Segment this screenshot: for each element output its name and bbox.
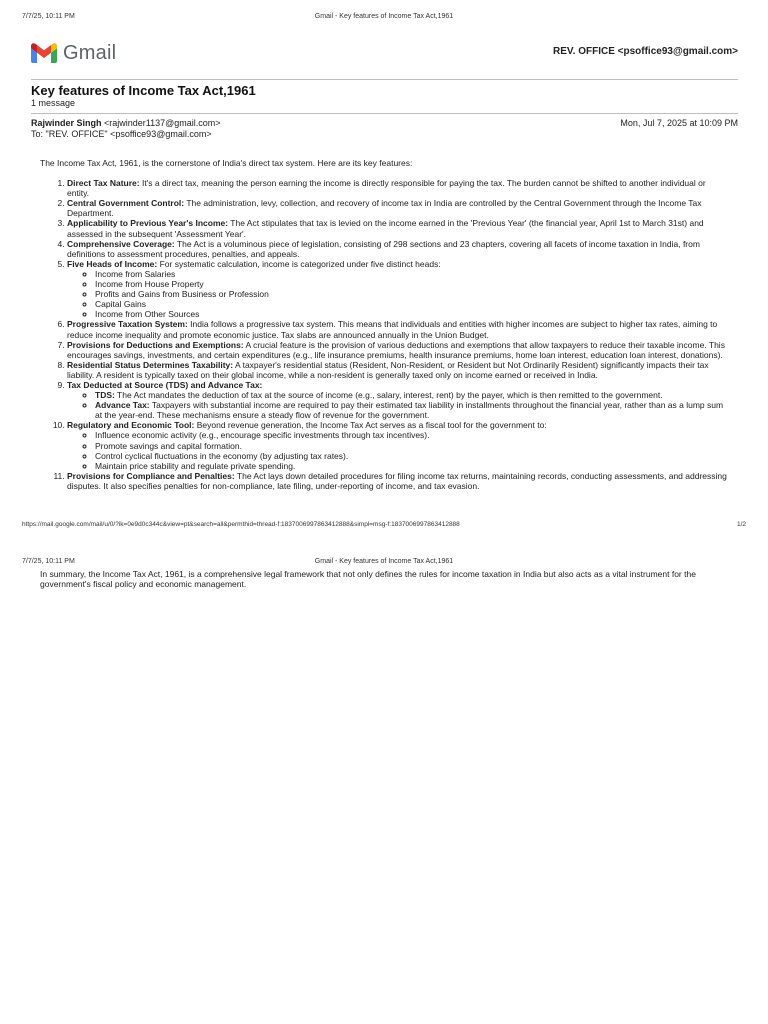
feature-text: For systematic calculation, income is categorized under five distinct heads: — [157, 258, 441, 269]
sub-item — [95, 441, 728, 451]
sub-item-text: Capital Gains — [95, 299, 147, 310]
message-count: 1 message — [31, 98, 76, 108]
sub-item — [95, 279, 728, 289]
print-page-number: 1/2 — [736, 521, 746, 528]
feature-sublist — [67, 430, 728, 470]
sub-item-title: Advance Tax: — [95, 400, 150, 411]
feature-item — [67, 198, 728, 218]
sub-item — [95, 299, 728, 309]
feature-text: India follows a progressive tax system. This means that individuals and entities with higher incomes are subject to higher tax rates, aiming to reduce income inequality and promote economic justice. Tax slabs are announced annually in the Union Budget. — [67, 319, 718, 340]
account-label: REV. OFFICE <psoffice93@gmail.com> — [553, 46, 738, 57]
feature-item — [67, 239, 728, 259]
feature-title: Comprehensive Coverage: — [67, 238, 175, 249]
print-page-2 — [0, 552, 768, 1024]
feature-text: It's a direct tax, meaning the person earning the income is directly responsible for paying the tax. The burden cannot be shifted to another individual or entity. — [67, 178, 706, 199]
gmail-logo[interactable] — [31, 40, 116, 66]
sub-item-text: Income from Salaries — [95, 268, 176, 279]
print-title: Gmail - Key features of Income Tax Act,1961 — [314, 13, 454, 20]
sub-item — [95, 400, 728, 420]
feature-title: Applicability to Previous Year's Income: — [67, 218, 229, 229]
print-header — [22, 13, 746, 25]
sent-date: Mon, Jul 7, 2025 at 10:09 PM — [620, 118, 738, 128]
print-footer-url: https://mail.google.com/mail/u/0/?ik=0e9d0c344c&view=pt&search=all&permthid=thread-f:1837006997863412888&simpl=msg-f:1837006997863412888 — [22, 521, 460, 528]
sub-item-text: Income from House Property — [95, 279, 204, 290]
feature-item — [67, 360, 728, 380]
sub-item — [95, 309, 728, 319]
feature-title: Progressive Taxation System: — [67, 319, 188, 330]
sub-item-text: Influence economic activity (e.g., encourage specific investments through tax incentives). — [95, 430, 430, 441]
sender-email[interactable]: <rajwinder1137@gmail.com> — [104, 118, 221, 128]
feature-sublist — [67, 390, 728, 420]
feature-item — [67, 178, 728, 198]
sub-item-title: TDS: — [95, 390, 115, 401]
sub-item-text: Profits and Gains from Business or Profession — [95, 289, 269, 300]
print-date: 7/7/25, 10:11 PM — [22, 558, 75, 565]
feature-title: Regulatory and Economic Tool: — [67, 420, 195, 431]
sub-item-text: Promote savings and capital formation. — [95, 440, 242, 451]
feature-sublist — [67, 269, 728, 319]
features-list — [40, 178, 728, 491]
sub-item — [95, 390, 728, 400]
header-divider — [31, 79, 738, 80]
feature-item — [67, 340, 728, 360]
feature-item — [67, 420, 728, 470]
feature-text: Beyond revenue generation, the Income Tax Act serves as a fiscal tool for the government to: — [194, 420, 547, 431]
feature-title: Central Government Control: — [67, 198, 185, 209]
gmail-wordmark: Gmail — [63, 41, 117, 64]
feature-item — [67, 471, 728, 491]
feature-text: The Act lays down detailed procedures for filing income tax returns, maintaining records, conducting assessments, and addressing disputes. It also specifies penalties for non-compliance, late filing, under-reporting of income, and tax evasion. — [67, 470, 727, 491]
feature-text: A taxpayer's residential status (Resident, Non-Resident, or Resident but Not Ordinarily Resident) significantly impacts their tax liability. A resident is typically taxed on their global income, while a non-resident is generally taxed only on income earned or received in India. — [67, 359, 709, 380]
intro-paragraph: The Income Tax Act, 1961, is the cornerstone of India's direct tax system. Here are its key features: — [40, 158, 413, 168]
print-title: Gmail - Key features of Income Tax Act,1961 — [314, 558, 454, 565]
sender-line — [31, 118, 221, 128]
sub-item-text: The Act mandates the deduction of tax at the source of income (e.g., salary, interest, rent) by the payer, which is then remitted to the government. — [114, 390, 663, 401]
feature-title: Provisions for Deductions and Exemptions: — [67, 339, 244, 350]
sub-item — [95, 289, 728, 299]
recipient-line: To: "REV. OFFICE" <psoffice93@gmail.com> — [31, 129, 212, 139]
feature-title: Direct Tax Nature: — [67, 178, 140, 189]
sub-item-text: Control cyclical fluctuations in the economy (by adjusting tax rates). — [95, 450, 349, 461]
feature-title: Residential Status Determines Taxability: — [67, 359, 234, 370]
sub-item-text: Maintain price stability and regulate private spending. — [95, 460, 296, 471]
feature-item — [67, 218, 728, 238]
sub-item-text: Taxpayers with substantial income are required to pay their estimated tax liability in installments throughout the financial year, rather than as a lump sum at the year-end. These mechanisms ensure a steady flow of revenue for the government. — [95, 400, 724, 421]
feature-item — [67, 380, 728, 420]
gmail-m-icon — [31, 43, 57, 63]
feature-title: Five Heads of Income: — [67, 258, 158, 269]
feature-item — [67, 319, 728, 339]
sub-item — [95, 430, 728, 440]
feature-title: Provisions for Compliance and Penalties: — [67, 470, 235, 481]
feature-text: The administration, levy, collection, and recovery of income tax in India are controlled by the Central Government through the Income Tax Department. — [67, 198, 702, 219]
message-body — [40, 158, 728, 491]
print-date: 7/7/25, 10:11 PM — [22, 13, 75, 20]
sender-name: Rajwinder Singh — [31, 118, 102, 128]
thread-subject: Key features of Income Tax Act,1961 — [31, 83, 256, 98]
feature-title: Tax Deducted at Source (TDS) and Advance Tax: — [67, 379, 263, 390]
feature-item — [67, 259, 728, 320]
sub-item — [95, 461, 728, 471]
sub-item — [95, 269, 728, 279]
sub-item — [95, 451, 728, 461]
subject-divider — [31, 113, 738, 114]
feature-text: A crucial feature is the provision of various deductions and exemptions that allow taxpayers to reduce their taxable income. This encourages savings, investments, and certain expenditures (e.g., life insurance premiums, health insurance premiums, home loan interest, education loan interest, donations). — [67, 339, 725, 360]
sub-item-text: Income from Other Sources — [95, 309, 200, 320]
feature-text: The Act stipulates that tax is levied on the income earned in the 'Previous Year' (the financial year, April 1st to March 31st) and assessed in the subsequent 'Assessment Year'. — [67, 218, 704, 239]
summary-paragraph: In summary, the Income Tax Act, 1961, is a comprehensive legal framework that not only defines the rules for income taxation in India but also acts as a vital instrument for the government's fiscal policy and economic management. — [40, 569, 696, 590]
feature-text: The Act is a voluminous piece of legislation, consisting of 298 sections and 23 chapters, covering all facets of income taxation in India, from definitions to assessment procedures, penalties, and appeals. — [67, 238, 700, 259]
